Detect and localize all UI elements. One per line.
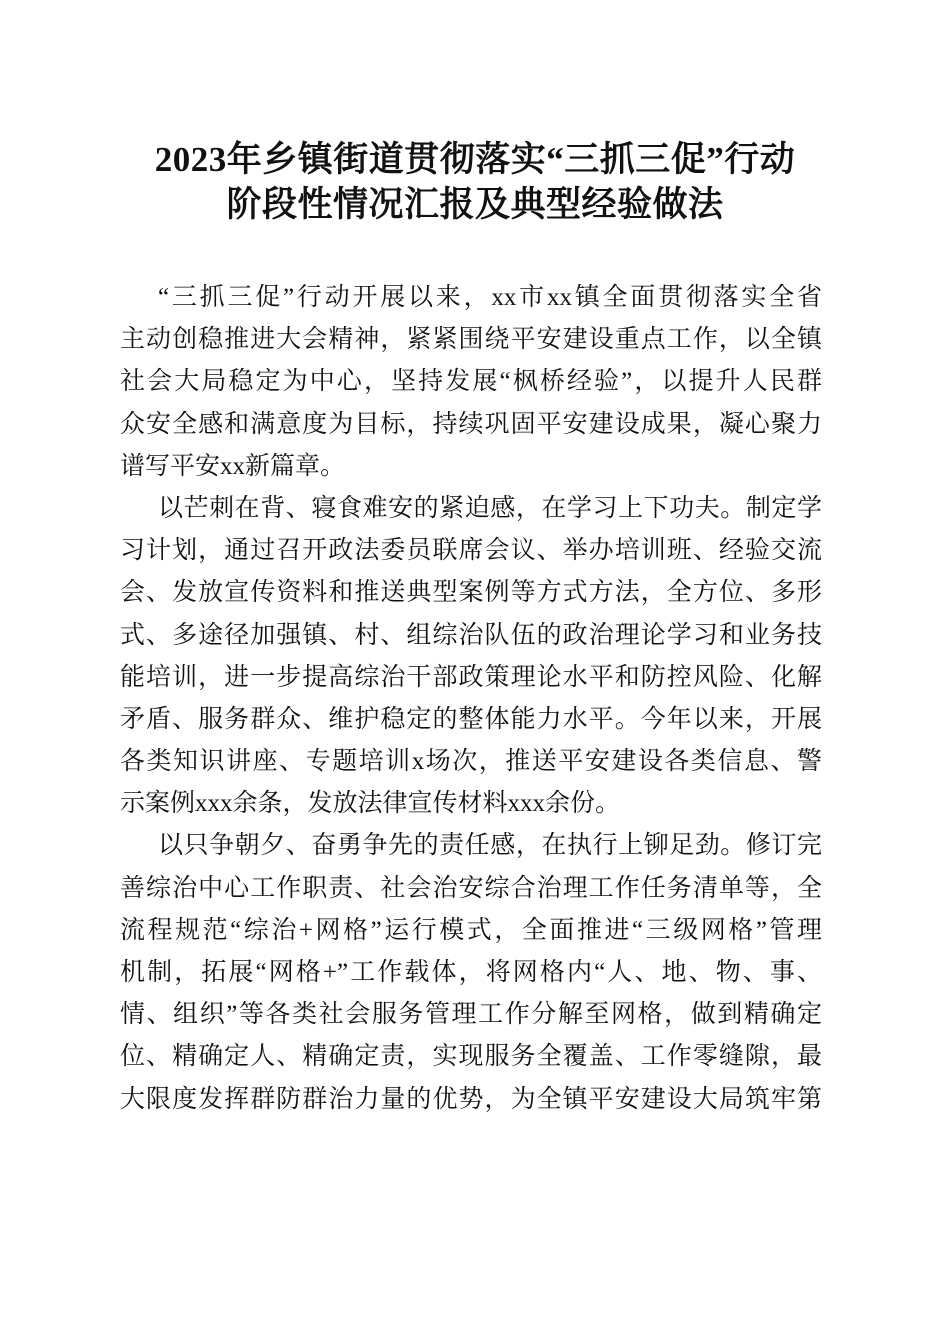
paragraph-line: 矛盾、服务群众、维护稳定的整体能力水平。今年以来，开展 xyxy=(120,705,822,733)
paragraph-line: 示案例xxx余条，发放法律宣传材料xxx余份。 xyxy=(120,790,621,818)
paragraph-line: 流程规范“综治+网格”运行模式，全面推进“三级网格”管理 xyxy=(120,916,822,944)
paragraph-line: 社会大局稳定为中心，坚持发展“枫桥经验”，以提升人民群 xyxy=(120,368,822,396)
title-line-2: 阶段性情况汇报及典型经验做法 xyxy=(226,185,724,224)
paragraph-line: 大限度发挥群防群治力量的优势，为全镇平安建设大局筑牢第 xyxy=(120,1085,822,1113)
paragraph-line: 能培训，进一步提高综治干部政策理论水平和防控风险、化解 xyxy=(120,663,822,691)
title-line-1: 2023年乡镇街道贯彻落实“三抓三促”行动 xyxy=(154,140,796,179)
paragraph-line: 机制，拓展“网格+”工作载体，将网格内“人、地、物、事、 xyxy=(120,959,822,986)
paragraph-line: 会、发放宣传资料和推送典型案例等方式方法，全方位、多形 xyxy=(120,579,822,607)
paragraph-line: “三抓三促”行动开展以来，xx市xx镇全面贯彻落实全省 xyxy=(158,284,822,311)
paragraph xyxy=(120,277,822,488)
document-title xyxy=(100,137,850,227)
document-body xyxy=(120,277,822,1121)
paragraph xyxy=(120,488,822,826)
paragraph-line: 以芒刺在背、寝食难安的紧迫感，在学习上下功夫。制定学 xyxy=(158,494,822,522)
paragraph-line: 习计划，通过召开政法委员联席会议、举办培训班、经验交流 xyxy=(120,537,822,565)
paragraph-line: 以只争朝夕、奋勇争先的责任感，在执行上铆足劲。修订完 xyxy=(158,832,822,860)
paragraph-line: 各类知识讲座、专题培训x场次，推送平安建设各类信息、警 xyxy=(120,748,822,776)
paragraph-line: 情、组织”等各类社会服务管理工作分解至网格，做到精确定 xyxy=(120,1001,822,1029)
paragraph xyxy=(120,825,822,1120)
paragraph-line: 善综治中心工作职责、社会治安综合治理工作任务清单等，全 xyxy=(120,874,822,902)
paragraph-line: 众安全感和满意度为目标，持续巩固平安建设成果，凝心聚力 xyxy=(120,410,822,438)
paragraph-line: 式、多途径加强镇、村、组综治队伍的政治理论学习和业务技 xyxy=(120,621,822,649)
paragraph-line: 位、精确定人、精确定责，实现服务全覆盖、工作零缝隙，最 xyxy=(120,1043,822,1071)
paragraph-line: 谱写平安xx新篇章。 xyxy=(120,452,346,480)
paragraph-line: 主动创稳推进大会精神，紧紧围绕平安建设重点工作，以全镇 xyxy=(120,326,822,354)
